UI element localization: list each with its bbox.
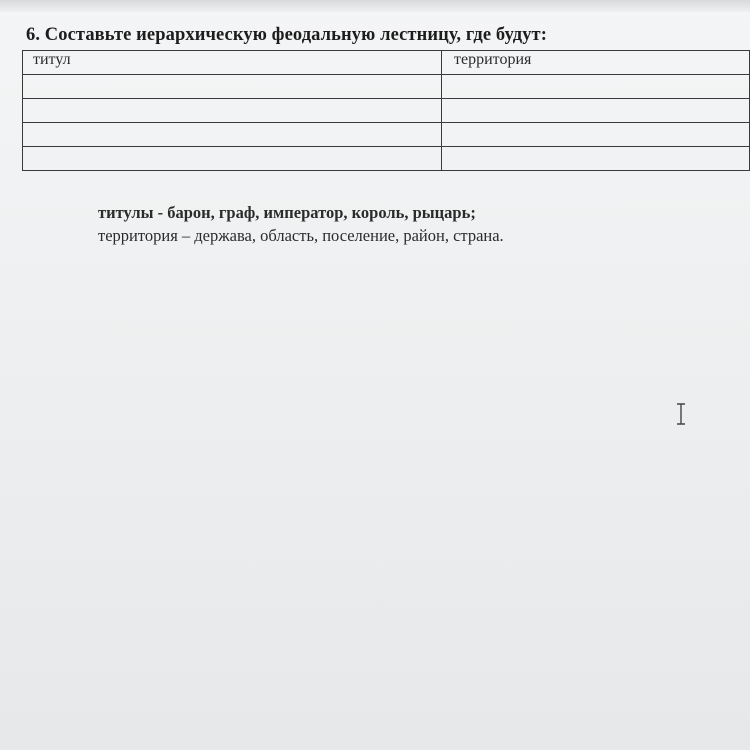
task-heading: 6. Составьте иерархическую феодальную лестницу, где будут: bbox=[26, 25, 548, 45]
table-cell-territory[interactable] bbox=[442, 99, 750, 123]
hints-block bbox=[98, 201, 504, 247]
territory-hint: территория – держава, область, поселение, район, страна. bbox=[98, 226, 504, 245]
column-header-title-label: титул bbox=[33, 51, 71, 68]
column-header-title bbox=[23, 51, 442, 75]
table-cell-title[interactable] bbox=[23, 147, 442, 171]
column-header-territory bbox=[442, 51, 750, 75]
text-cursor-icon bbox=[676, 403, 686, 425]
table-cell-title[interactable] bbox=[23, 75, 442, 99]
table-header-row bbox=[23, 51, 750, 75]
column-header-territory-label: территория bbox=[454, 51, 532, 68]
table-row bbox=[23, 147, 750, 171]
top-edge-strip bbox=[0, 0, 750, 12]
table-row bbox=[23, 123, 750, 147]
table-cell-territory[interactable] bbox=[442, 147, 750, 171]
table-cell-territory[interactable] bbox=[442, 123, 750, 147]
feudal-ladder-table bbox=[22, 50, 750, 171]
table-row bbox=[23, 99, 750, 123]
titles-hint: титулы - барон, граф, император, король, рыцарь; bbox=[98, 203, 476, 222]
table-row bbox=[23, 75, 750, 99]
table-cell-title[interactable] bbox=[23, 123, 442, 147]
table-cell-title[interactable] bbox=[23, 99, 442, 123]
table-cell-territory[interactable] bbox=[442, 75, 750, 99]
